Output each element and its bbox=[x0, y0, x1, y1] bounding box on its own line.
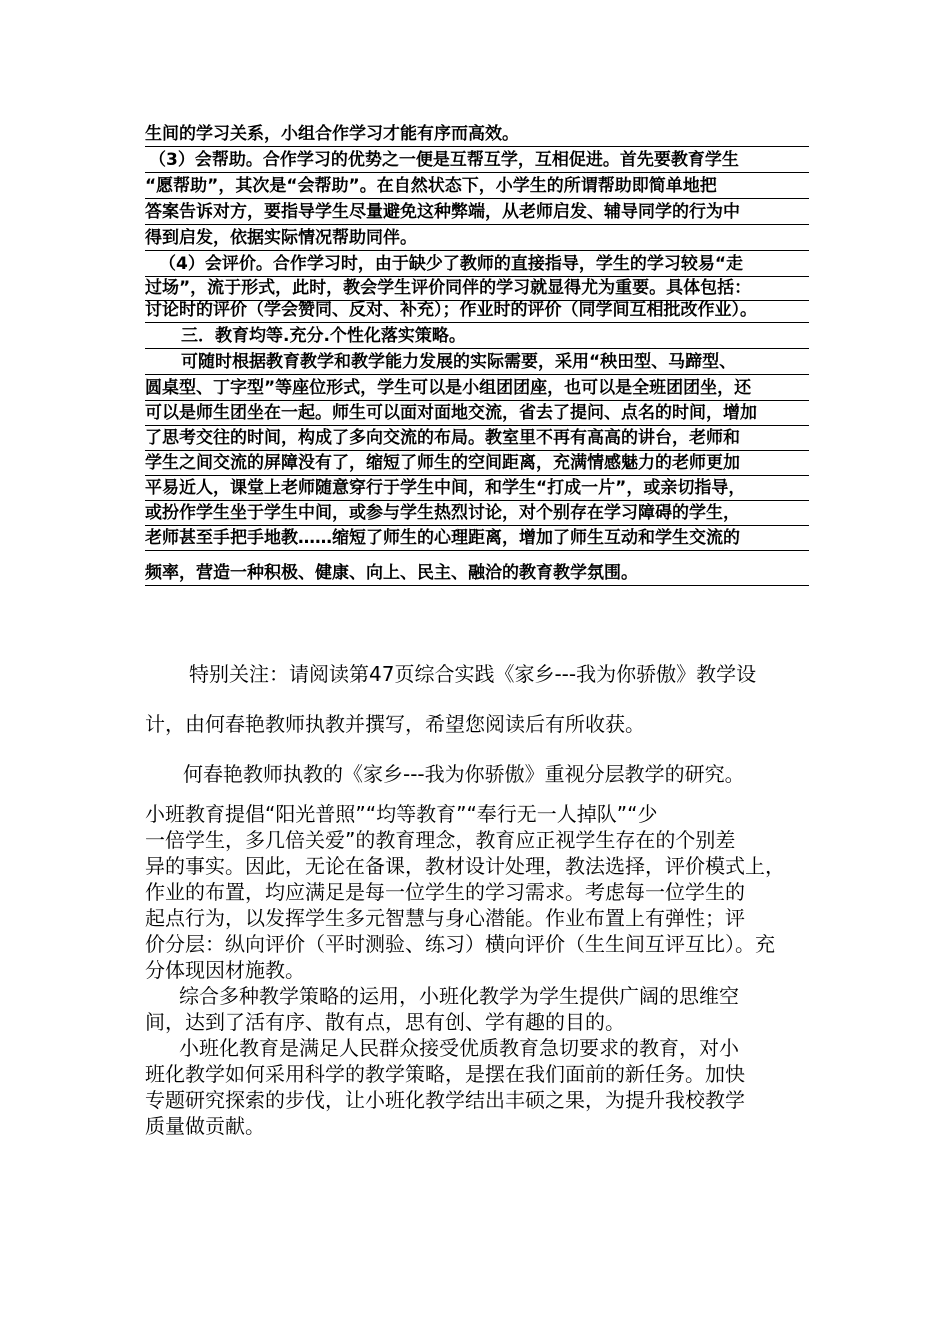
text-line: 学生之间交流的屏障没有了，缩短了师生的空间距离，充满情感魅力的老师更加 bbox=[145, 451, 809, 476]
section-heading: 三．教育均等.充分.个性化落实策略。 bbox=[145, 324, 809, 349]
text-line: （3）会帮助。合作学习的优势之一便是互帮互学，互相促进。首先要教育学生 bbox=[145, 148, 809, 173]
text-line: 讨论时的评价（学会赞同、反对、补充）；作业时的评价（同学间互相批改作业）。 bbox=[145, 298, 809, 323]
text-line: 答案告诉对方，要指导学生尽量避免这种弊端，从老师启发、辅导同学的行为中 bbox=[145, 200, 809, 225]
text-line: 平易近人，课堂上老师随意穿行于学生中间，和学生“打成一片”，或亲切指导， bbox=[145, 476, 809, 501]
paragraph-line: 间，达到了活有序、散有点，思有创、学有趣的目的。 bbox=[145, 1010, 625, 1034]
paragraph-line: 分体现因材施教。 bbox=[145, 958, 305, 982]
text-line: 或扮作学生坐于学生中间，或参与学生热烈讨论，对个别存在学习障碍的学生， bbox=[145, 501, 809, 526]
paragraph-line: 班化教学如何采用科学的教学策略，是摆在我们面前的新任务。加快 bbox=[145, 1062, 745, 1086]
paragraph-line: 作业的布置，均应满足是每一位学生的学习需求。考虑每一位学生的 bbox=[145, 880, 745, 904]
text-line: 老师甚至手把手地教……缩短了师生的心理距离，增加了师生互动和学生交流的 bbox=[145, 526, 809, 551]
text-line: 得到启发，依据实际情况帮助同伴。 bbox=[145, 226, 809, 251]
text-line: 圆桌型、丁字型”等座位形式，学生可以是小组团团座，也可以是全班团团坐，还 bbox=[145, 376, 809, 401]
text-line: （4）会评价。合作学习时，由于缺少了教师的直接指导，学生的学习较易“走 bbox=[145, 252, 809, 277]
study-heading: 何春艳教师执教的《家乡---我为你骄傲》重视分层教学的研究。 bbox=[183, 762, 745, 786]
text-line: 了思考交往的时间，构成了多向交流的布局。教室里不再有高高的讲台，老师和 bbox=[145, 426, 809, 451]
notice-line-1: 特别关注：请阅读第47页综合实践《家乡---我为你骄傲》教学设 bbox=[189, 662, 757, 686]
paragraph-line: 质量做贡献。 bbox=[145, 1114, 265, 1138]
paragraph-line: 一倍学生，多几倍关爱”的教育理念，教育应正视学生存在的个别差 bbox=[145, 828, 736, 852]
text-line: 频率，营造一种积极、健康、向上、民主、融洽的教育教学氛围。 bbox=[145, 561, 809, 586]
paragraph-line: 小班教育提倡“阳光普照”“均等教育”“奉行无一人掉队”“少 bbox=[145, 802, 658, 826]
paragraph-line: 价分层：纵向评价（平时测验、练习）横向评价（生生间互评互比）。充 bbox=[145, 932, 775, 956]
paragraph-line: 专题研究探索的步伐，让小班化教学结出丰硕之果，为提升我校教学 bbox=[145, 1088, 745, 1112]
text-line: 过场”，流于形式，此时，教会学生评价同伴的学习就显得尤为重要。具体包括： bbox=[145, 276, 809, 301]
paragraph-line: 异的事实。因此，无论在备课，教材设计处理，教法选择，评价模式上， bbox=[145, 854, 785, 878]
paragraph-line: 起点行为，以发挥学生多元智慧与身心潜能。作业布置上有弹性；评 bbox=[145, 906, 745, 930]
text-line: 可以是师生团坐在一起。师生可以面对面地交流，省去了提问、点名的时间，增加 bbox=[145, 401, 809, 426]
notice-line-2: 计，由何春艳教师执教并撰写，希望您阅读后有所收获。 bbox=[145, 712, 645, 736]
text-line: 生间的学习关系，小组合作学习才能有序而高效。 bbox=[145, 122, 809, 147]
text-line: 可随时根据教育教学和教学能力发展的实际需要，采用“秧田型、马蹄型、 bbox=[145, 350, 809, 375]
paragraph-line: 小班化教育是满足人民群众接受优质教育急切要求的教育，对小 bbox=[179, 1036, 739, 1060]
paragraph-line: 综合多种教学策略的运用，小班化教学为学生提供广阔的思维空 bbox=[179, 984, 739, 1008]
text-line: “愿帮助”，其次是“会帮助”。在自然状态下，小学生的所谓帮助即简单地把 bbox=[145, 174, 809, 199]
